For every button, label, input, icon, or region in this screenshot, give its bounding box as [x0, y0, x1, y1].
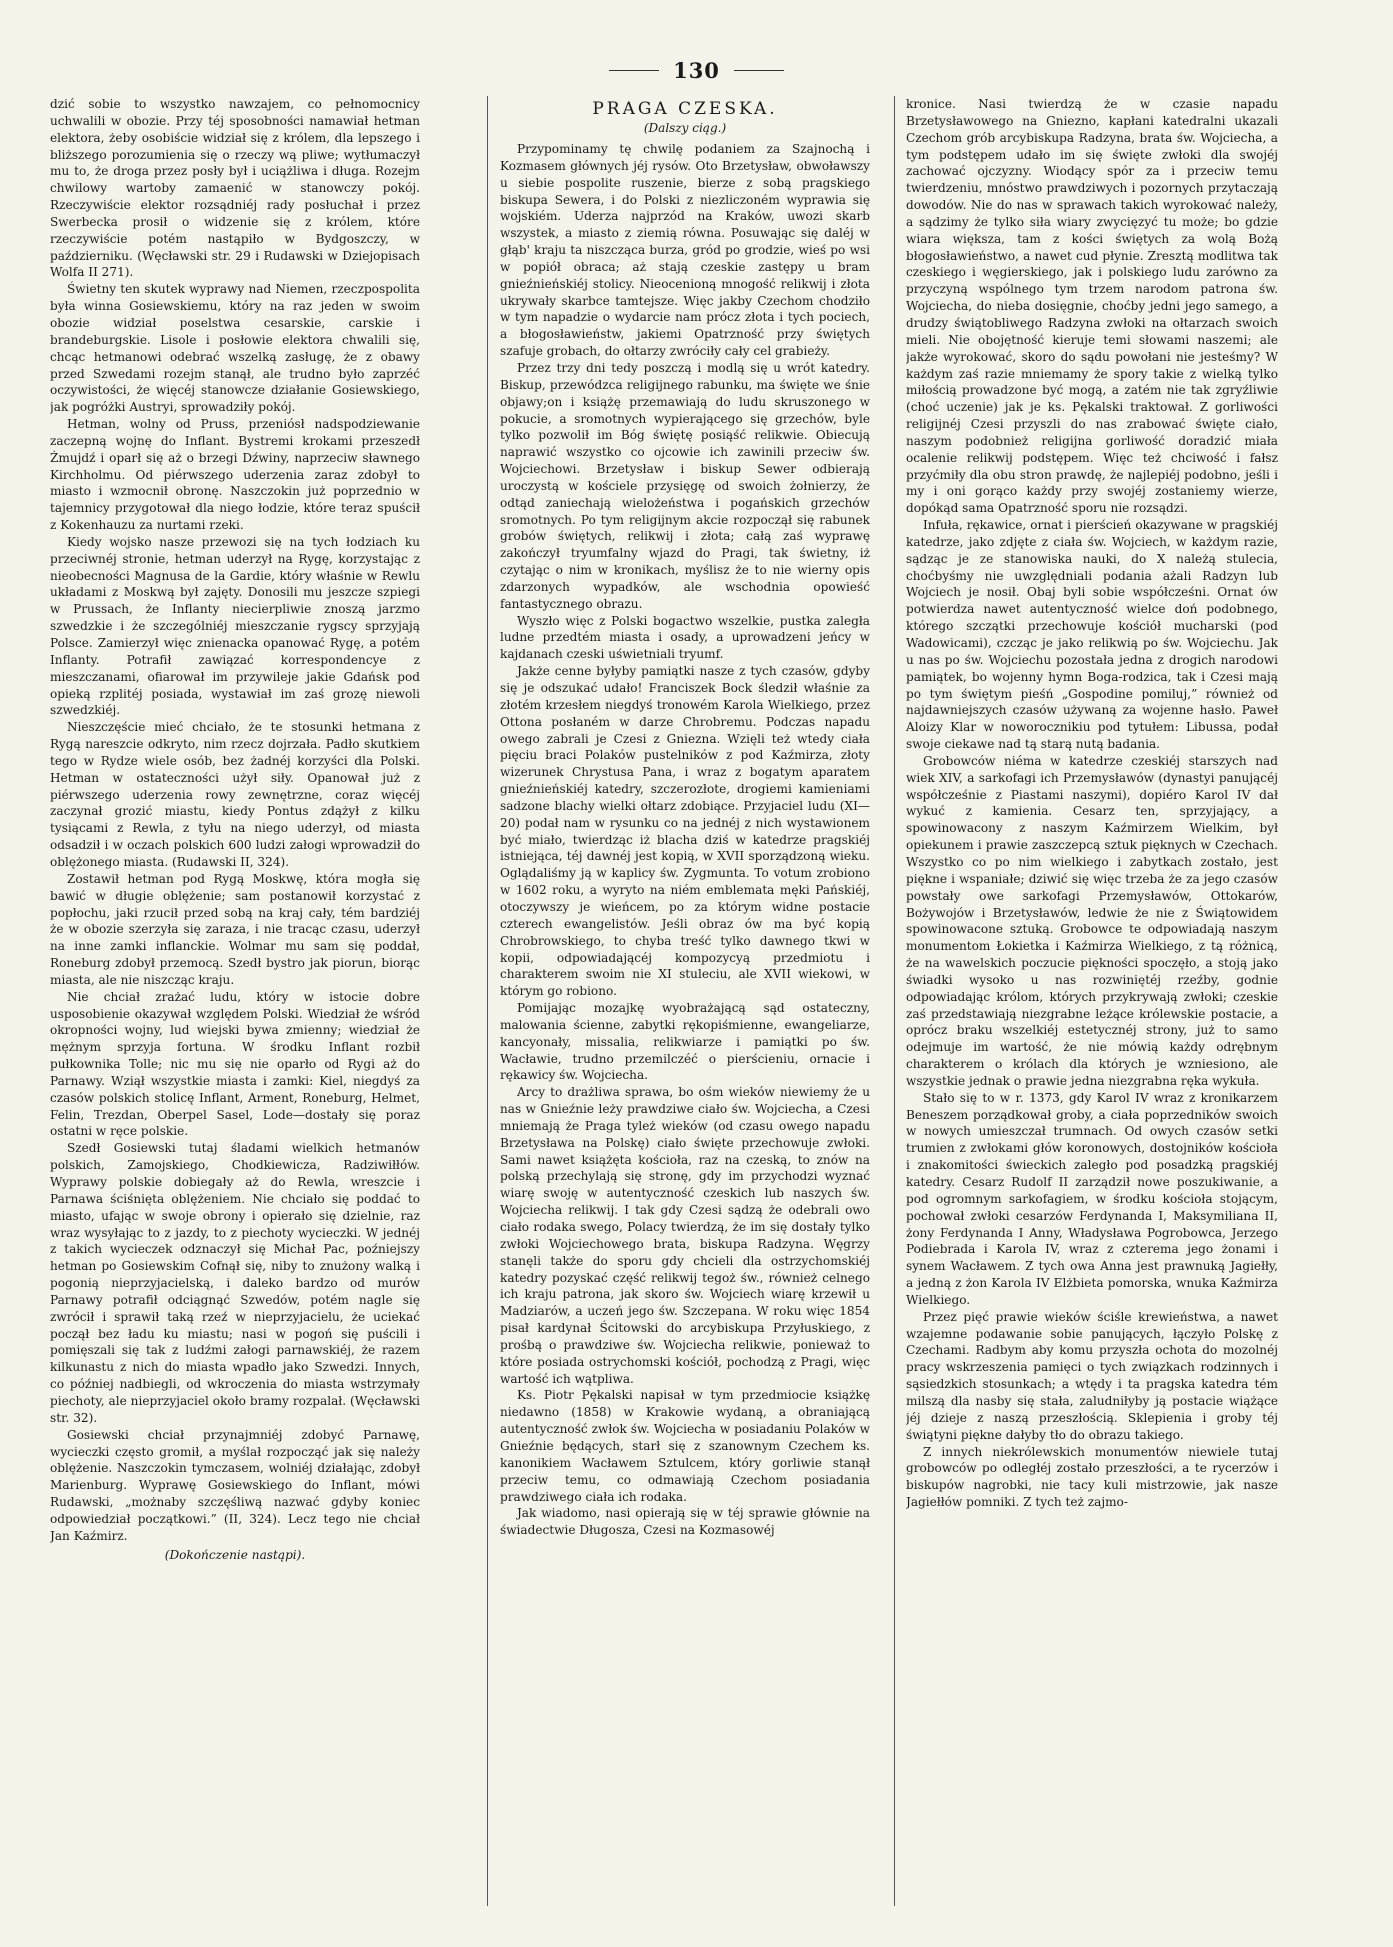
column-right	[906, 96, 1278, 1896]
paragraph: Szedł Gosiewski tutaj śladami wielkich hetmanów polskich, Zamojskiego, Chodkiewicza, Radziwiłłów. Wyprawy polskie dobiegały aż do Rewla, wreszcie i Parnawa ściśnięta oblężeniem. Nie chciało się poddać to miasto, ufając w swoje obrony i opierało się dzielnie, raz wraz wysyłając to z jazdy, to z piechoty wycieczki. W jednéj z takich wycieczek odznaczył się Michał Pac, poźniejszy hetman po Gosiewskim Cofnął się, niby to znużony walką i pogonią nieprzyjacielską, i daleko bardzo od murów Parnawy potrafił odciągnąć Szwedów, potém nagle się zwrócił i sprawił taką rzeź w nieprzyjacielu, że uciekać począł bez ładu ku miastu; nasi w pogoń się puścili i pomięszali się tak z ludźmi załogi parnawskiéj, że razem kilkunastu z nich do miasta wpadło jako Szwedzi. Innych, co później nadbiegli, od wkroczenia do miasta wstrzymały piechoty, ale nieprzyjaciel około bramy rozpalał. (Węcławski str. 32).	[50, 1141, 420, 1425]
paragraph: Przez pięć prawie wieków ściśle krewieństwa, a nawet wzajemne podawanie sobie panujących, łączyło Polskę z Czechami. Radbym aby komu przyszła ochota do mozolnéj pracy wskrzeszenia pamięci o tych związkach rodzinnych i sąsiedzkich stosunkach; a wtędy i ta pragska katedra tém milszą dla nasby się stała, zaludniłyby ją postacie wiążące jéj dzieje z naszą przeszłością. Sklepienia i groby téj świątyni piękne dałyby tło do obrazu takiego.	[906, 1309, 1278, 1442]
paragraph: Stało się to w r. 1373, gdy Karol IV wraz z kronikarzem Beneszem porządkował groby, a ciała poprzedników swoich w nowych umieszczał trumnach. Od owych czasów setki trumien z zwłokami głów koronowych, dostojników kościoła i znakomitości świeckich zaległo pod posadzką pragskiéj katedry. Cesarz Rudolf II zarządził nowe poszukiwanie, a pod ogromnym sarkofagiem, w środku kościoła stojącym, pochował zwłoki cesarzów Ferdynanda I, Maksymiliana II, żony Ferdynanda I Anny, Władysława Pogrobowca, Jerzego Podiebrada i Karola IV, wraz z czterema jego żonami i synem Wacławem. Z tych owa Anna jest prawnuką Jagiełły, a jedną z żon Karola IV Elżbieta pomorska, wnuka Kaźmirza Wielkiego.	[906, 1090, 1278, 1307]
page-number: 130	[673, 57, 720, 83]
column-divider	[894, 96, 895, 1906]
paragraph: Gosiewski chciał przynajmniéj zdobyć Parnawę, wycieczki często gromił, a myślał rozpocząć jak się należy oblężenie. Naszczokin tymczasem, wolniéj działając, zdobył Marienburg. Wyprawę Gosiewskiego do Inflant, mówi Rudawski, „możnaby szczęśliwą nazwać gdyby koniec odpowiedział początkowi.” (II, 324). Lecz tego nie chciał Jan Kaźmirz.	[50, 1427, 420, 1543]
article-title: PRAGA CZESKA.	[592, 99, 778, 119]
column-middle	[500, 96, 870, 1896]
paragraph: Z innych niekrólewskich monumentów niewiele tutaj grobowców po odległéj zostało przeszłości, a te rycerzów i biskupów nagrobki, nie tacy kuli mistrzowie, jak nasze Jagiełłów pomniki. Z tych też zajmo-	[906, 1444, 1278, 1510]
header-rule-right	[734, 70, 784, 71]
column-divider	[487, 96, 488, 1906]
paragraph: Przez trzy dni tedy poszczą i modlą się u wrót katedry. Biskup, przewódzca religijnego rabunku, ma święte we śnie objawy;on i książę przemawiają do ludu skruszonego w pokucie, a sromotnych wypierającego się grzechów, byle tylko pozwolił im Bóg świętę posiąść relikwie. Obiecują naprawić wszystko co ojcowie ich zawinili przeciw św. Wojciechowi. Brzetysław i biskup Sewer odbierają uroczystą w kościele przysięgę od swoich żołnierzy, że odtąd zaniechają wielożeństwa i pogańskich grzechów sromotnych. Po tym religijnym akcie rozpoczął się rabunek grobów świętych, relikwij i złota; całą zaś wyprawę zakończył tryumfalny wjazd do Pragi, tak świetny, iż czytając o nim w kronikach, myślisz że to nie wierny opis zdarzonych wypadków, ale wschodnia opowieść fantastycznego obrazu.	[500, 360, 870, 611]
article-subtitle: (Dalszy ciąg.)	[643, 121, 727, 135]
paragraph: dzić sobie to wszystko nawzajem, co pełnomocnicy uchwalili w obozie. Przy téj sposobności namawiał hetman elektora, żeby osobiście widział się z królem, dla lepszego i bliższego porozumienia się o rzeczy wą pliwe; wytłumaczył mu to, że droga przez posły był i uciążliwa i długa. Rozejm chwilowy wartoby zamaenić w stanowczy pokój. Rzeczywiście elektor rozsądniéj rady posłuchał i przez Swerbecka prosił o widzenie się z królem, które rzeczywiście potém nastąpiło w Bydgoszczy, w październiku. (Węcławski str. 29 i Rudawski w Dziejopisach Wolfa II 271).	[50, 97, 420, 280]
paragraph: Pomijając mozajkę wyobrażającą sąd ostateczny, malowania ścienne, zabytki rękopiśmienne, ewangeliarze, kancyonały, missalia, relikwiarze i pamiątki po św. Wacławie, trudno przemilczéć o pierścieniu, ornacie i rękawicy św. Wojciecha.	[500, 1001, 870, 1083]
paragraph: Jak wiadomo, nasi opierają się w téj sprawie głównie na świadectwie Długosza, Czesi na Kozmasowéj	[500, 1506, 870, 1538]
paragraph: Arcy to drażliwa sprawa, bo ośm wieków niewiemy że u nas w Gnieźnie leży prawdziwe ciało św. Wojciecha, a Czesi mniemają że Praga tyleż wieków (od czasu owego napadu Brzetysława na Polskę) ciało święte przechowuje zwłoki. Sami nawet książęta kościoła, raz na czeską, to znów na polską przechylają się stronę, gdy im przychodzi wyznać wiarę swoję w autentyczność czeskich lub naszych św. Wojciecha relikwij. I tak gdy Czesi sądzą że odebrali owo ciało rodaka swego, Polacy twierdzą, że im się dostały tylko zwłoki Wojciechowego brata, biskupa Radzyna. Węgrzy stanęli także do sporu gdy chcieli dla ostrzychomskiéj katedry pozyskać część relikwij tegoż św., również celnego ich kraju patrona, jak skoro św. Wojciech wiarę krzewił u Madziarów, a uczeń jego św. Szczepana. W roku więc 1854 pisał kardynał Ścitowski do arcybiskupa Przyłuskiego, z prośbą o prawdziwe św. Wojciecha relikwie, ponieważ to które posiada ostrychomski kościół, pochodzą z Pragi, więc wartość ich wątpliwa.	[500, 1085, 870, 1386]
paragraph: Świetny ten skutek wyprawy nad Niemen, rzeczpospolita była winna Gosiewskiemu, który na raz jeden w swoim obozie widział poselstwa cesarskie, carskie i brandeburgskie. Lisole i posłowie elektora chwalili się, chcąc hetmanowi odebrać wszelką zasługę, że z obawy przed Szwedami rozejm stanął, ale trudno było zaprzéć oczywistości, że więcéj stanowcze działanie Gosiewskiego, jak pogróżki Austryi, sprowadziły pokój.	[50, 282, 420, 415]
paragraph: Grobowców niéma w katedrze czeskiéj starszych nad wiek XIV, a sarkofagi ich Przemysławów (dynastyi panującéj współcześnie z Piastami naszymi), dopiéro Karol IV dał wykuć z kamienia. Cesarz ten, sprzyjający, a spowinowacony z naszym Kaźmirzem Wielkim, był opiekunem i prawie zaszczepcą sztuk pięknych w Czechach. Wszystko co po nim wielkiego i zabytkach zostało, jest piękne i wspaniałe; dziwić się więc trzeba że za jego czasów powstały owe sarkofagi Przemysławów, Ottokarów, Bożywojów i Brzetysławów, ledwie że nie z Świątowidem spowinowacone sztuką. Grobowce te odpowiadają naszym monumentom Łokietka i Kaźmirza Wielkiego, z tą różnicą, że na wawelskich poczucie piękności spoczęło, a stoją jako świadki wysoko u nas rozwiniętéj rzeźby, godnie odpowiadając królom, których przykrywają zwłoki; czeskie zaś przedstawiają niezgrabne leżące królewskie postacie, a oprócz braku wszelkiéj estetycznéj strony, już to samo odejmuje im wartość, że nie mówią każdy odrębnym charakterem o królach dla których je wzniesiono, ale wszystkie jednak o prawie jedna niezgrabna ręka wykuła.	[906, 753, 1278, 1088]
paragraph: Przypominamy tę chwilę podaniem za Szajnochą i Kozmasem głównych jéj rysów. Oto Brzetysław, obwoławszy u siebie pospolite ruszenie, bierze z sobą pragskiego biskupa Sewera, i do Polski z niezliczoném wyprawia się wojskiém. Uderza najprzód na Kraków, uwozi skarb wszystek, a miasto z ziemią równa. Posuwając się daléj w głąb' kraju ta niszcząca burza, gród po grodzie, wieś po wsi w popiół obraca; aż stają czeskie zastępy u bram gnieźnieńskiéj stolicy. Nieocenioną mnogość relikwij i złota ukrywały skarbce tamtejsze. Więc jakby Czechom chodziło w tym napadzie o wydarcie nam prócz złota i tych pociech, a błogosławieństw, jakiemi Opatrzność przy świętych szafuje grobach, do ołtarzy zwróciły cały cel grabieży.	[500, 142, 870, 359]
paragraph: kronice. Nasi twierdzą że w czasie napadu Brzetysławowego na Gniezno, kapłani katedralni ukazali Czechom grób arcybiskupa Radzyna, brata św. Wojciecha, a tym podstępem udało im się święte zwłoki dla swojéj zachować ojczyzny. Wiodący spór za i przeciw temu twierdzeniu, mnóstwo prawdziwych i pozornych przytaczają dowodów. Nie do nas w sprawach takich wyrokować należy, a sądzimy że tylko siła wiary zwycięzyć tu może; bo gdzie wiara większa, tam z kości świętych za wolą Bożą błogosławieństwo, a nawet cud płynie. Zresztą modlitwa tak czeskiego i węgierskiego, jak i polskiego ludu zarówno za przyczyną wspólnego tym trzem narodom patrona św. Wojciecha, do nieba dosięgnie, choćby jedni jego samego, a drudzy świątobliwego Radzyna zwłoki na ołtarzach swoich mieli. Nie obojętność kieruje temi słowami naszemi; ale jakże wyrokować, skoro do sądu powołani nie jesteśmy? W każdym zaś razie mniemamy że spory takie z wielką tylko miłością prowadzone być mogą, a zatém nie tak zgryźliwie (choć uczenie) jak je ks. Pękalski traktował. Z gorliwości religijnéj Czesi przyszli do nas zrabować święte ciało, naszym podobnież religijna gorliwość doradzić miała ocalenie relikwij podstępem. Więc też chciwość i fałsz przyćmiły dla obu stron prawdę, że najlepiéj podobno, jeśli i my i oni gorąco każdy przy swojéj zostaniemy wierze, dopókąd sama Opatrzność sporu nie rozsądzi.	[906, 97, 1278, 516]
paragraph: Nieszczęście mieć chciało, że te stosunki hetmana z Rygą nareszcie odkryto, nim rzecz dojrzała. Padło skutkiem tego w Rydze wiele osób, bez żadnéj korzyści dla Polski. Hetman w ostateczności użył siły. Opanował już z piérwszego uderzenia rowy zewnętrzne, coraz więcéj zaczynał grozić miastu, kiedy Pontus zdążył z kilku tysiącami z Rewla, z tyłu na niego uderzył, od miasta odsadził i w oczach polskich 600 ludzi załogi wprowadził do oblężonego miasta. (Rudawski II, 324).	[50, 720, 420, 869]
paragraph: Zostawił hetman pod Rygą Moskwę, która mogła się bawić w długie oblężenie; sam postanowił korzystać z popłochu, jaki rzucił przed sobą na kraj cały, tém bardziéj że w obozie szerzyła się zaraza, i nie tracąc czasu, uderzył na inne zamki inflanckie. Wolmar mu sam się poddał, Roneburg zdobył przemocą. Szedł bystro jak piorun, biorąc miasta, ale nie niszcząc kraju.	[50, 871, 420, 987]
continuation-note: (Dokończenie nastąpi).	[164, 1547, 306, 1562]
header-rule-left	[609, 70, 659, 71]
column-left	[50, 96, 420, 1896]
paragraph: Wyszło więc z Polski bogactwo wszelkie, pustka zaległa ludne przedtém miasta i osady, a uprowadzeni jeńcy w kajdanach czeski uświetniali tryumf.	[500, 613, 870, 662]
paragraph: Jakże cenne byłyby pamiątki nasze z tych czasów, gdyby się je odszukać udało! Franciszek Bock śledził właśnie za złotém krzesłem niegdyś tronowém Karola Wielkiego, przez Ottona posłaném w darze Chrobremu. Podczas napadu owego zabrali je Czesi z Gniezna. Wzięli też wtedy ciała pięciu braci Polaków pustelników z pod Kaźmirza, złoty wizerunek Chrystusa Pana, i wraz z bogatym aparatem gnieźnieńskiéj katedry, szczerozłote, drogiemi kamieniami sadzone blachy wielki ołtarz zdobiące. Przyjaciel ludu (XI—20) podał nam w rysunku co na jednéj z nich wystawionem być miało, twierdząc iż blacha dziś w katedrze pragskiéj istniejąca, téj dawnéj jest kopią, w XVII sporządzoną wieku. Oglądaliśmy ją w kaplicy św. Zygmunta. To votum zrobiono w 1602 roku, a wyryto na niém emblemata męki Pańskiéj, otoczywszy je wieńcem, po za którym widne postacie czterech ewangelistów. Jeśli obraz ów ma być kopią Chrobrowskiego, to chyba treść tylko dawnego tkwi w kopii, odpowiadającéj kompozycyą przedmiotu i charakterem swoim nie XI stuleciu, ale XVII wiekowi, w którym go robiono.	[500, 664, 870, 999]
paragraph: Ks. Piotr Pękalski napisał w tym przedmiocie książkę niedawno (1858) w Krakowie wydaną, a obraniającą autentyczność zwłok św. Wojciecha w posiadaniu Polaków w Gnieźnie będących, starł się z szanownym Czechem ks. kanonikiem Wacławem Sztulcem, który gorliwie stanął przeciw temu, co odmawiają Czechom posiadania prawdziwego ciała ich rodaka.	[500, 1388, 870, 1504]
paragraph: Hetman, wolny od Pruss, przeniósł nadspodziewanie zaczepną wojnę do Inflant. Bystremi krokami przeszedł Żmujdź i oparł się aż o brzegi Dźwiny, naprzeciw sławnego Kirchholmu. Od piérwszego uderzenia zaraz zdobył to miasto i wzmocnił obronę. Naszczokin już poprzednio w tajemnicy przygotował dla niego łodzie, które teraz spuścił z Kokenhauzu za nurtami rzeki.	[50, 417, 420, 533]
paragraph: Infuła, rękawice, ornat i pierścień okazywane w pragskiéj katedrze, jako zdjęte z ciała św. Wojciech, w każdym razie, sądząc je ze stanowiska nauki, do X należą stulecia, choćbyśmy nie uwzględniali podania ażali Radzyn lub Wojciech je nosił. Obaj byli sobie współcześni. Ornat ów potwierdza nawet autentyczność wielce doń podobnego, którego szczątki przechowuje kościół mucharski (pod Wadowicami), czcząc je jako relikwią po św. Wojciechu. Jak u nas po św. Wojciechu pozostała jedna z drogich narodowi pamiątek, bo wojenny hymn Boga-rodzica, tak i Czesi mają po tym świętym pieśń „Gospodine pomiluj,” również od najdawniejszych czasów używaną za wojenne hasło. Paweł Aloizy Klar w noworocznikiu pod tytułem: Libussa, podał swoje ciekawe nad tą starą nutą badania.	[906, 518, 1278, 752]
page-header	[0, 52, 1393, 88]
paragraph: Kiedy wojsko nasze przewozi się na tych łodziach ku przeciwnéj stronie, hetman uderzył na Rygę, korzystając z nieobecności Magnusa de la Gardie, który właśnie w Rewlu układami z Moskwą był zajęty. Donosili mu jeszcze szpiegi w Prussach, że Inflanty niecierpliwie znoszą jarzmo szwedzkie i że szczególniéj mieszczanie rygscy sprzyjają Polsce. Zamierzył więc znienacka opanować Rygę, a potém Inflanty. Potrafił zawiązać korrespondencye z mieszczanami, ofiarował im przywileje jakie Gdańsk pod opieką rzplitéj posiada, wystawiał im zaś grozę niewoli szwedzkiéj.	[50, 534, 420, 718]
paragraph: Nie chciał zrażać ludu, który w istocie dobre usposobienie okazywał względem Polski. Wiedział że wśród okropności wojny, lud wiejski bywa zmienny; wiedział że mężnym sprzyja fortuna. W środku Inflant rozbił pułkownika Tolle; nic mu się nie oparło od Rygi aż do Parnawy. Wziął wszystkie miasta i zamki: Kiel, niegdyś za czasów polskich stolicę Inflant, Arment, Roneburg, Helmet, Felin, Trezdan, Oberpel Sasel, Lode—dostały się poraz ostatni w ręce polskie.	[50, 989, 420, 1139]
